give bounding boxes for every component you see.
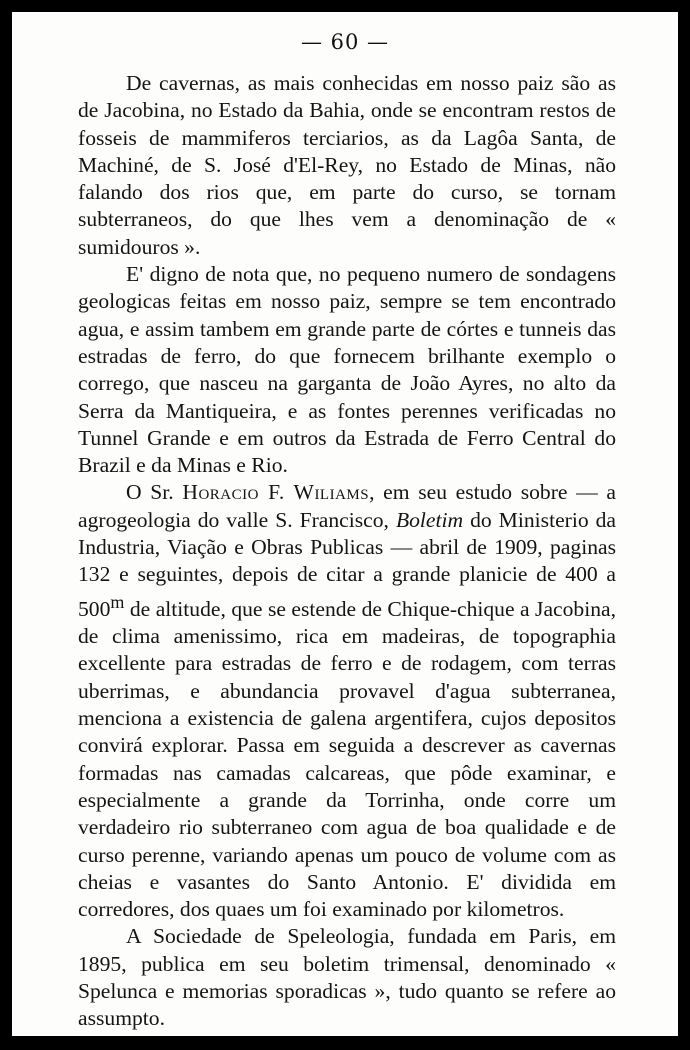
paragraph-text-b: do Ministerio da Industria, Viação e Obras Publicas — abril de 1909, paginas 132 e seguintes, depois de citar a grande planicie de 400 a 500: [78, 507, 616, 621]
paragraph-williams-study: [78, 479, 616, 923]
paragraph-text-c: de altitude, que se estende de Chique-chique a Jacobina, de clima amenissimo, rica em madeiras, de topographia excellente para estradas de ferro e de rodagem, com terras uberrimas, e abundancia provavel d'agua subterranea, menciona a existencia de galena argentifera, cujos depositos convirá explorar. Passa em seguida a descrever as cavernas formadas nas camadas calcareas, que pôde examinar, e especialmente a grande da Torrinha, onde corre um verdadeiro rio subterraneo com agua de boa qualidade e de curso perenne, variando apenas um pouco de volume com as cheias e vasantes do Santo Antonio. E' dividida em corredores, dos quaes um foi examinado por kilometros.: [78, 596, 616, 922]
paragraph-speleology-society: A Sociedade de Speleologia, fundada em Paris, em 1895, publica em seu boletim trimensal, denominado « Spelunca e memorias sporadicas », tudo quanto se refere ao assumpto.: [78, 924, 616, 1031]
paragraph-soundings: E' digno de nota que, no pequeno numero de sondagens geologicas feitas em nosso paiz, sempre se tem encontrado agua, e assim tambem em grande parte de córtes e tunneis das estradas de ferro, do que fornecem brilhante exemplo o corrego, que nasceu na garganta de João Ayres, no alto da Serra da Mantiqueira, e as fontes perennes verificadas no Tunnel Grande e em outros da Estrada de Ferro Central do Brazil e da Minas e Rio.: [78, 262, 616, 478]
publication-title: Boletim: [395, 507, 464, 532]
paragraph-caves: De cavernas, as mais conhecidas em nosso paiz são as de Jacobina, no Estado da Bahia, onde se encontram restos de fosseis de mammiferos terciarios, as da Lagôa Santa, de Machiné, de S. José d'El-Rey, no Estado de Minas, não falando dos rios que, em parte do curso, se tornam subterraneos, do que lhes vem a denominação de « sumidouros ».: [78, 71, 616, 259]
body-text: [78, 70, 616, 1033]
author-name: Horacio F. Wiliams: [182, 480, 370, 505]
paragraph-intro: O Sr.: [126, 480, 174, 505]
unit-superscript: m: [110, 591, 125, 612]
paragraph-text-a: , em seu estudo sobre — a agrogeologia do valle S. Francisco,: [78, 480, 616, 532]
book-page: [12, 12, 678, 1036]
page-number: — 60 —: [300, 30, 390, 54]
